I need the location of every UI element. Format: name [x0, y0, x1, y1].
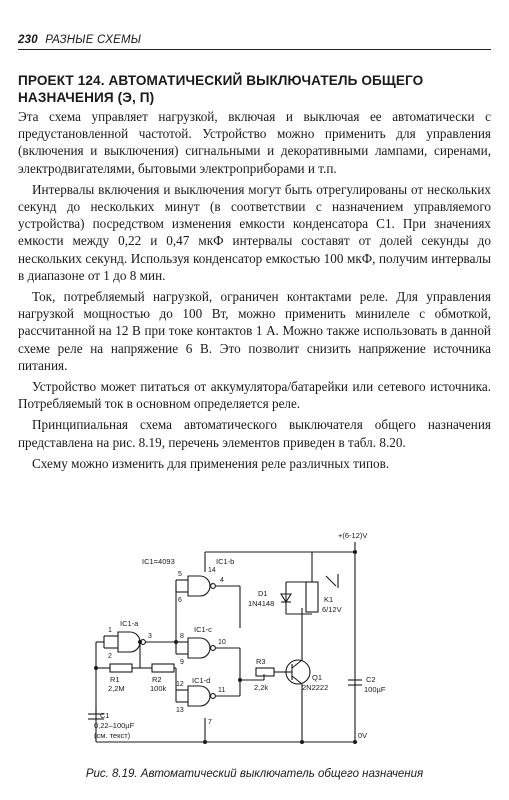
r3-value: 2,2k: [254, 683, 269, 692]
pin-label: 3: [148, 633, 152, 640]
pin-label: 13: [176, 707, 184, 714]
project-title: ПРОЕКТ 124. АВТОМАТИЧЕСКИЙ ВЫКЛЮЧАТЕЛЬ ОБЩЕГО НАЗНАЧЕНИЯ (Э, П): [18, 73, 424, 105]
pin-label: 11: [218, 687, 226, 694]
c1-note: (см. текст): [94, 731, 131, 740]
r2-label: R2: [152, 675, 162, 684]
c2-value: 100µF: [364, 685, 386, 694]
page-header: [18, 34, 491, 50]
pin-label: 2: [108, 653, 112, 660]
d1-type: 1N4148: [248, 599, 275, 608]
q1-label: Q1: [312, 673, 323, 682]
paragraph: Принципиальная схема автоматического выключателя общего назначения представлена на рис. 8.19, перечень элементов приведен в табл. 8.20.: [18, 417, 491, 450]
paragraph: Интервалы включения и выключения могут быть отрегулированы от нескольких секунд до нескольких минут (в соответствии с назначением управляемого устройства) посредством изменения емкости конденсатора C1. При значениях емкости между 0,22 и 0,47 мкФ интервалы составят от долей секунды до нескольких секунд. Используя конденсатор емкостью 100 мкФ, получим интервалы в диапазоне от 1 до 8 мин.: [18, 181, 491, 283]
page-number: 230: [18, 34, 38, 46]
gate-b-label: IC1-b: [216, 557, 235, 566]
pin-label: 6: [178, 597, 182, 604]
r1-label: R1: [110, 675, 120, 684]
pin-label: 5: [178, 571, 182, 578]
r2-value: 100k: [150, 684, 167, 693]
vplus-label: +(6-12)V: [338, 531, 368, 540]
r3-label: R3: [256, 657, 266, 666]
gate-a-label: IC1-a: [120, 619, 139, 628]
chip-label: IC1=4093: [142, 557, 175, 566]
circuit-schematic: [80, 528, 410, 762]
k1-label: K1: [324, 595, 334, 604]
paragraph: Схему можно изменить для применения реле различных типов.: [32, 455, 390, 471]
paragraph: Эта схема управляет нагрузкой, включая и выключая ее автоматически с предустановленной частотой. Устройство можно применить для управления (включения и выключения) сигнальными и декоративными лампами, сиренами, электродвигателями, бытовыми электроприборами и т.п.: [18, 109, 491, 176]
k1-voltage: 6/12V: [322, 605, 342, 614]
paragraph: Устройство может питаться от аккумулятора/батарейки или сетевого источника. Потребляемый ток в основном определяется реле.: [18, 379, 491, 412]
pin-label: 8: [180, 633, 184, 640]
pin-label: 9: [180, 659, 184, 666]
pin-label: 4: [220, 577, 224, 584]
r1-value: 2,2M: [108, 684, 125, 693]
c1-label: C1: [100, 711, 110, 720]
q1-type: 2N2222: [302, 683, 329, 692]
figure-caption: Рис. 8.19. Автоматический выключатель общего назначения: [85, 768, 424, 780]
c1-value: 0,22–100µF: [94, 721, 135, 730]
body-text: [18, 108, 491, 476]
pin-label: 10: [218, 639, 226, 646]
pin-label: 7: [208, 719, 212, 726]
gate-d-label: IC1-d: [192, 676, 211, 685]
section-title: РАЗНЫЕ СХЕМЫ: [45, 34, 142, 46]
paragraph: Ток, потребляемый нагрузкой, ограничен контактами реле. Для управления нагрузкой мощностью до 100 Вт, можно применить минилеле с обмоткой, рассчитанной на 12 В при токе контактов 1 А. Можно также использовать в данной схеме реле на напряжение 6 В. Это позволит снизить напряжение источника питания.: [18, 289, 491, 373]
pin-label: 12: [176, 681, 184, 688]
c2-label: C2: [366, 675, 376, 684]
gate-c-label: IC1-c: [194, 625, 212, 634]
v0-label: 0V: [358, 731, 368, 740]
d1-label: D1: [258, 589, 268, 598]
pin-label: 1: [108, 627, 112, 634]
pin-label: 14: [208, 567, 216, 574]
